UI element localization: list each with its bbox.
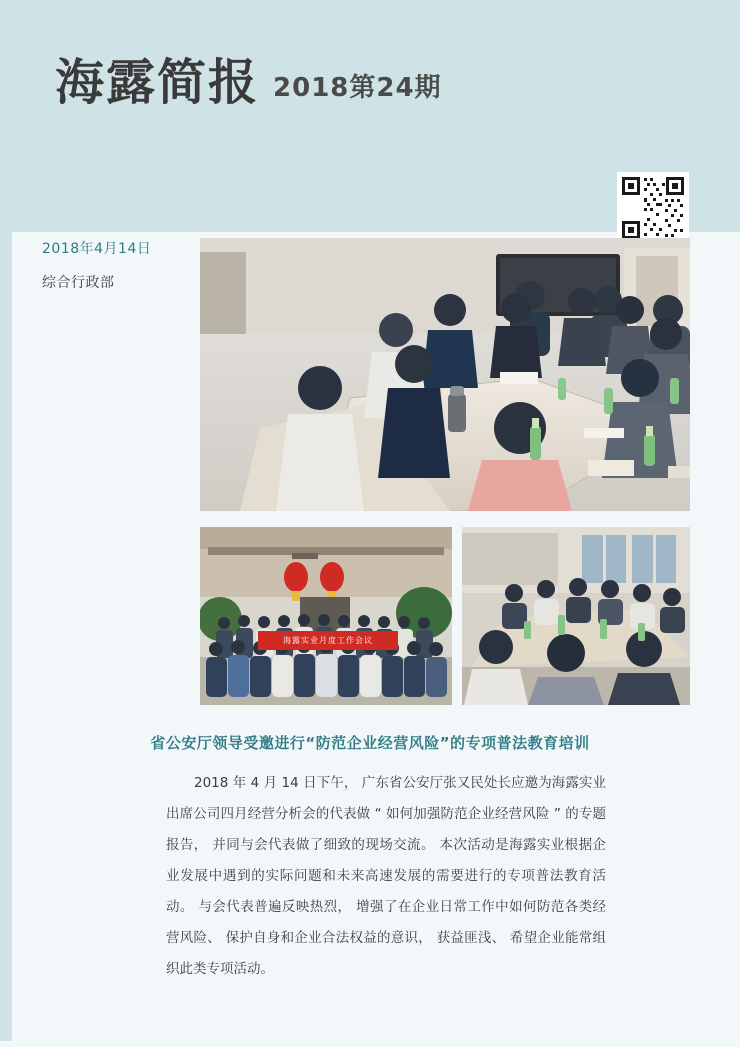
qr-code-icon — [617, 172, 689, 244]
masthead — [55, 54, 442, 111]
meta-block — [42, 238, 192, 292]
left-accent-bar — [0, 0, 12, 1047]
group-photo-banner: 海露实业月度工作会议 — [258, 631, 398, 650]
issue-number: 2018第24期 — [273, 73, 442, 103]
publish-date: 2018年4月14日 — [42, 241, 152, 257]
bottom-bar — [0, 1041, 740, 1047]
photo-meeting-room-audience — [462, 527, 690, 705]
publication-title: 海露简报 — [55, 54, 260, 111]
article-body-text: 2018 年 4 月 14 日下午， 广东省公安厅张又民处长应邀为海露实业出席公司四月经营分析会的代表做 “ 如何加强防范企业经营风险 ” 的专题报告， 并同与会代表做了细致的现场交流。 本次活动是海露实业根据企业发展中遇到的实际问题和未来高速发展的需要进行的专项普法教育活动。 与会代表普遍反映热烈， 增强了在企业日常工作中如何防范各类经营风险、 保护自身和企业合法权益的意识， 获益匪浅、 希望企业能常组织此类专项活动。 — [166, 775, 606, 977]
article-body — [166, 768, 606, 985]
article-title: 省公安厅领导受邀进行“防范企业经营风险”的专项普法教育培训 — [150, 734, 590, 752]
department-name: 综合行政部 — [42, 275, 115, 291]
photo-group-photo — [200, 527, 452, 705]
photo-meeting-conference-table — [200, 238, 690, 511]
